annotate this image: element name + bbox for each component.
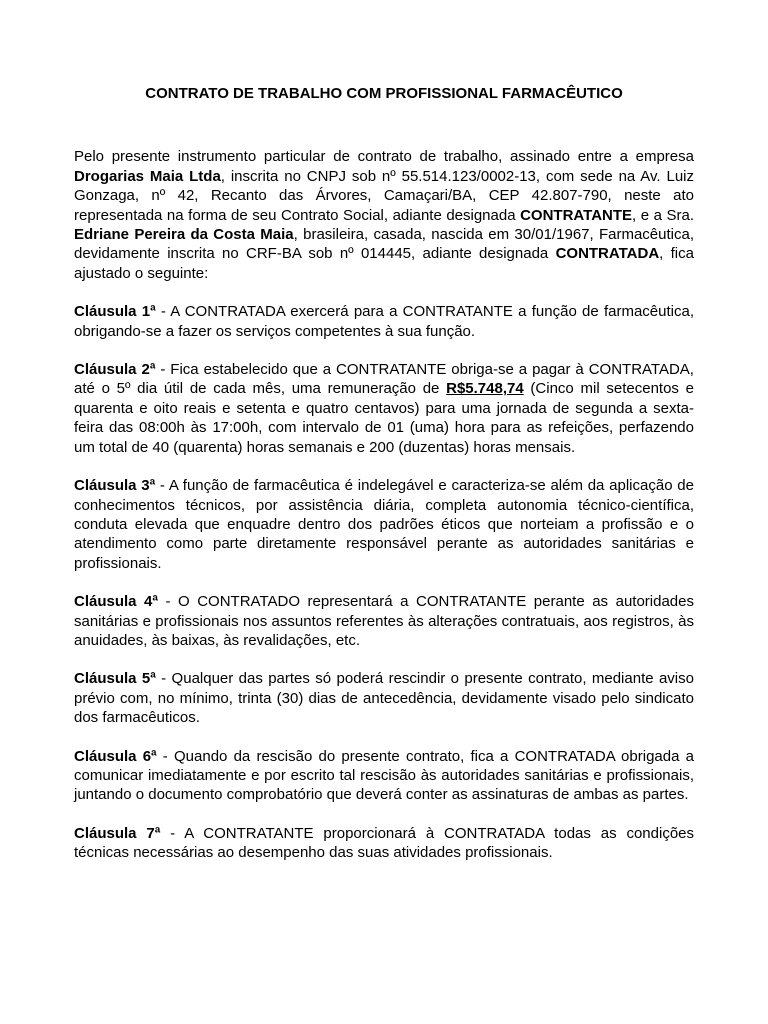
clause-1 [74,302,694,341]
company-name: Drogarias Maia Ltda [74,167,221,185]
clause-3 [74,476,694,573]
clause-text: - Qualquer das partes só poderá rescindir o presente contrato, mediante aviso prévio com, no mínimo, trinta (30) dias de antecedência, devidamente visado pelo sindicato dos farmacêuticos. [74,670,694,727]
clause-text: (Cinco mil setecentos e quarenta e oito reais e setenta e quatro centavos) para uma jornada de segunda a sexta-feira das 08:00h às 17:00h, com intervalo de 01 (uma) hora para as refeições, perfazendo um total de 40 (quarenta) horas semanais e 200 (duzentas) horas mensais. [74,380,694,456]
clause-text: - A CONTRATANTE proporcionará à CONTRATADA todas as condições técnicas necessárias ao desempenho das suas atividades profissionais. [74,824,694,862]
clause-label: Cláusula 6ª [74,747,157,765]
document-title: CONTRATO DE TRABALHO COM PROFISSIONAL FARMACÊUTICO [145,85,623,102]
contratada-label: CONTRATADA [555,245,660,263]
clause-text: - A CONTRATADA exercerá para a CONTRATANTE a função de farmacêutica, obrigando-se a fazer os serviços competentes à sua função. [74,303,694,340]
intro-text: , brasileira, casada, nascida em 30/01/1967, Farmacêutica, devidamente inscrita no CRF-BA sob nº 014445, adiante designada [74,226,695,263]
clause-4 [74,592,694,650]
clause-text: - Quando da rescisão do presente contrato, fica a CONTRATADA obrigada a comunicar imediatamente e por escrito tal rescisão às autoridades sanitárias e profissionais, juntando o documento comprobatório que deverá conter as assinaturas de ambas as partes. [74,747,694,804]
intro-text: Pelo presente instrumento particular de contrato de trabalho, assinado entre a empresa [74,148,694,166]
intro-text: , fica ajustado o seguinte: [74,245,694,282]
clause-6 [74,747,694,805]
clause-label: Cláusula 3ª [74,477,156,495]
contratante-label: CONTRATANTE [520,206,633,224]
clause-text: - O CONTRATADO representará a CONTRATANTE perante as autoridades sanitárias e profissionais nos assuntos referentes às alterações contratuais, aos registros, às anuidades, às baixas, às revalidações, etc. [74,593,694,649]
clause-text: - Fica estabelecido que a CONTRATANTE obriga-se a pagar à CONTRATADA, até o 5º dia útil de cada mês, uma remuneração de [74,361,694,398]
clause-2 [74,360,694,457]
intro-paragraph [74,147,694,283]
person-name: Edriane Pereira da Costa Maia [74,226,294,244]
clause-7 [74,824,694,863]
clause-text: - A função de farmacêutica é indelegável e caracteriza-se além da aplicação de conhecimentos técnicos, por assistência diária, completa autonomia técnico-científica, conduta elevada que enquadre dentro dos padrões éticos que norteiam a profissão e o atendimento como parte diretamente responsável perante as autoridades sanitárias e profissionais. [74,477,694,572]
document-page [74,84,694,882]
intro-text: , inscrita no CNPJ sob nº 55.514.123/0002-13, com sede na Av. Luiz Gonzaga, nº 42, Recanto das Árvores, Camaçari/BA, CEP 42.807-790, neste ato representada na forma de seu Contrato Social, adiante designada [74,167,694,224]
clause-label: Cláusula 7ª [74,824,161,842]
clause-5 [74,669,694,727]
clause-label: Cláusula 4ª [74,593,158,611]
intro-text: , e a Sra. [632,206,694,224]
clause-label: Cláusula 2ª [74,361,156,379]
clause-label: Cláusula 1ª [74,303,156,321]
salary-amount: R$5.748,74 [446,380,524,398]
clause-label: Cláusula 5ª [74,670,156,688]
